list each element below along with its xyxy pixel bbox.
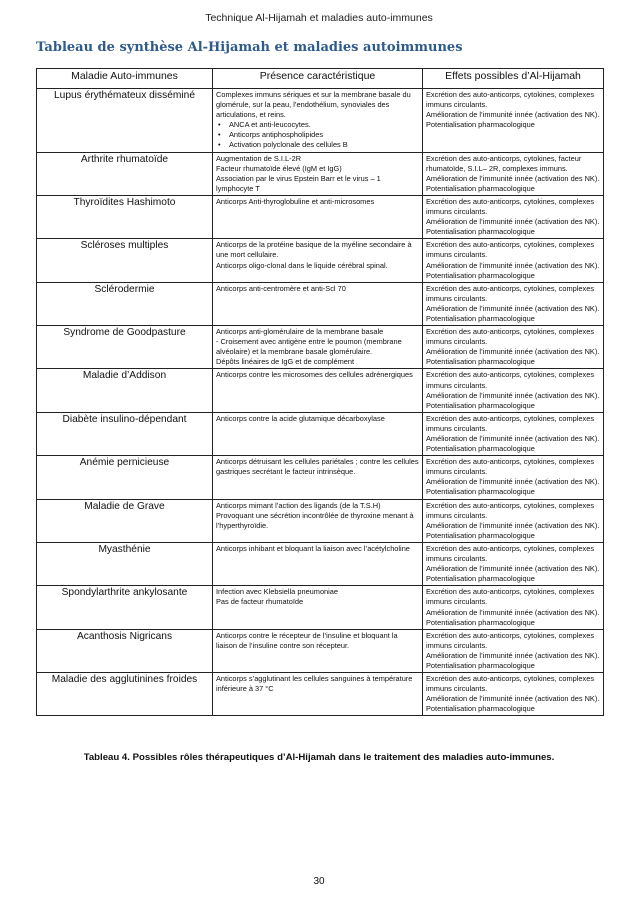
effects-line: Amélioration de l’immunité innée (activation des NK). Potentialisation pharmacologique <box>426 694 600 714</box>
effects-cell <box>423 499 604 542</box>
disease-cell: Syndrome de Goodpasture <box>37 326 213 369</box>
table-row <box>37 326 604 369</box>
effects-cell <box>423 629 604 672</box>
effects-line: Amélioration de l’immunité innée (activation des NK). Potentialisation pharmacologique <box>426 390 600 410</box>
effects-cell <box>423 152 604 195</box>
effects-cell <box>423 542 604 585</box>
effects-line: Amélioration de l’immunité innée (activation des NK). <box>426 173 600 183</box>
presence-cell <box>213 629 423 672</box>
presence-bullet-item: • Anticorps antiphospholipides <box>216 130 419 140</box>
effects-line: Amélioration de l’immunité innée (activation des NK). Potentialisation pharmacologique <box>426 477 600 497</box>
synthesis-table <box>36 68 604 716</box>
disease-cell: Arthrite rhumatoïde <box>37 152 213 195</box>
presence-line: Anticorps anti-glomérulaire de la membrane basale <box>216 327 384 337</box>
effects-line: Excrétion des auto-anticorps, cytokines, facteur rhumatoïde, S.I.L– 2R, complexes immuns. <box>426 153 582 173</box>
table-header-row <box>37 69 604 89</box>
disease-cell: Maladie des agglutinines froides <box>37 673 213 716</box>
effects-line: Excrétion des auto-anticorps, cytokines, complexes immuns circulants. <box>426 413 595 433</box>
table-row <box>37 456 604 499</box>
presence-cell <box>213 542 423 585</box>
effects-cell <box>423 89 604 153</box>
effects-line: Excrétion des auto-anticorps, cytokines, complexes immuns circulants. <box>426 543 595 564</box>
table-row <box>37 152 604 195</box>
table-row <box>37 499 604 542</box>
presence-line: Anticorps inhibant et bloquant la liaison avec l’acétylcholine <box>216 543 410 553</box>
presence-line: Anticorps contre les microsomes des cellules adrénergiques <box>216 370 413 380</box>
effects-line: Potentialisation pharmacologique <box>426 183 535 193</box>
effects-line: Amélioration de l’immunité innée (activation des NK). Potentialisation pharmacologique <box>426 650 600 670</box>
presence-cell <box>213 89 423 153</box>
presence-line: Anticorps contre le récepteur de l’insuline et bloquant la liaison de l’insuline contre son récepteur. <box>216 630 398 650</box>
effects-line: Amélioration de l’immunité innée (activation des NK). Potentialisation pharmacologique <box>426 607 600 627</box>
presence-bullet-item: • Activation polyclonale des cellules B <box>216 140 419 150</box>
disease-cell: Maladie d’Addison <box>37 369 213 412</box>
presence-cell <box>213 456 423 499</box>
disease-cell: Spondylarthrite ankylosante <box>37 586 213 629</box>
disease-cell: Thyroïdites Hashimoto <box>37 195 213 238</box>
presence-bullet-item: • ANCA et anti-leucocytes. <box>216 120 419 130</box>
presence-line: Association par le virus Epstein Barr et le virus – 1 lymphocyte T <box>216 173 381 193</box>
effects-line: Excrétion des auto-anticorps, cytokines, complexes immuns circulants. <box>426 370 595 390</box>
effects-line: Excrétion des auto-anticorps, cytokines, complexes immuns circulants. <box>426 500 595 520</box>
table-row <box>37 629 604 672</box>
presence-line: Facteur rhumatoïde élevé (IgM et IgG) <box>216 163 342 173</box>
effects-cell <box>423 195 604 238</box>
effects-cell <box>423 673 604 716</box>
effects-line: Amélioration de l’immunité innée (activation des NK). Potentialisation pharmacologique <box>426 217 600 237</box>
disease-cell: Maladie de Grave <box>37 499 213 542</box>
presence-line: Anticorps de la protéine basique de la myéline secondaire à une mort cellulaire. <box>216 240 412 260</box>
effects-line: Amélioration de l’immunité innée (activation des NK). <box>426 110 600 120</box>
table-row <box>37 239 604 282</box>
disease-cell: Myasthénie <box>37 542 213 585</box>
effects-line: Excrétion des auto-anticorps, cytokines, complexes immuns circulants. <box>426 196 595 217</box>
presence-cell <box>213 673 423 716</box>
effects-line: Amélioration de l’immunité innée (activation des NK). Potentialisation pharmacologique <box>426 564 600 584</box>
presence-cell <box>213 369 423 412</box>
effects-cell <box>423 282 604 325</box>
column-header-presence: Présence caractéristique <box>213 69 423 89</box>
effects-line: Excrétion des auto-anticorps, cytokines, complexes immuns circulants. <box>426 240 595 260</box>
effects-line: Amélioration de l’immunité innée (activation des NK). Potentialisation pharmacologique <box>426 434 600 454</box>
page-number: 30 <box>313 876 325 887</box>
disease-cell: Sclérodermie <box>37 282 213 325</box>
effects-line: Excrétion des auto-anticorps, cytokines, complexes immuns circulants. <box>426 90 595 110</box>
presence-line: Dépôts linéaires de IgG et de complément <box>216 357 355 367</box>
presence-line: Anticorps Anti-thyroglobuline et anti-microsomes <box>216 196 375 206</box>
presence-line: Anticorps contre la acide glutamique décarboxylase <box>216 413 385 423</box>
table-body <box>37 89 604 716</box>
presence-cell <box>213 195 423 238</box>
disease-cell: Scléroses multiples <box>37 239 213 282</box>
presence-line: Infection avec Klebsiella pneumoniae <box>216 587 339 597</box>
running-header: Technique Al-Hijamah et maladies auto-immunes <box>205 12 433 24</box>
effects-line: Amélioration de l’immunité innée (activation des NK). Potentialisation pharmacologique <box>426 260 600 280</box>
presence-line: Anticorps détruisant les cellules pariétales ; contre les cellules gastriques secrétant le facteur intrinsèque. <box>216 457 419 477</box>
table-caption: Tableau 4. Possibles rôles thérapeutiques d’Al-Hijamah dans le traitement des maladies auto-immunes. <box>83 752 555 763</box>
table-row <box>37 412 604 455</box>
effects-cell <box>423 412 604 455</box>
effects-line: Potentialisation pharmacologique <box>426 120 535 130</box>
effects-line: Amélioration de l’immunité innée (activation des NK). Potentialisation pharmacologique <box>426 347 600 367</box>
presence-line: Anticorps oligo-clonal dans le liquide cérébral spinal. <box>216 260 388 270</box>
presence-line: Provoquant une sécrétion incontrôlée de thyroxine menant à l’hyperthyroïdie. <box>216 510 414 530</box>
effects-line: Excrétion des auto-anticorps, cytokines, complexes immuns circulants. <box>426 630 595 650</box>
table-row <box>37 89 604 153</box>
column-header-disease: Maladie Auto-immunes <box>37 69 213 89</box>
presence-line: Augmentation de S.I.L-2R <box>216 153 302 163</box>
presence-cell <box>213 326 423 369</box>
presence-line: Pas de facteur rhumatoïde <box>216 597 304 607</box>
disease-cell: Acanthosis Nigricans <box>37 629 213 672</box>
presence-cell <box>213 412 423 455</box>
effects-line: Excrétion des auto-anticorps, cytokines, complexes immuns circulants. <box>426 283 595 303</box>
presence-cell <box>213 499 423 542</box>
presence-line: Anticorps anti-centromère et anti-Scl 70 <box>216 283 346 293</box>
column-header-effects: Effets possibles d’Al-Hijamah <box>423 69 604 89</box>
table-header <box>37 69 604 89</box>
presence-line: Complexes immuns sériques et sur la membrane basale du glomérule, sur la peau, l’endothélium, synoviales des articulations, et reins. <box>216 90 411 120</box>
presence-cell <box>213 282 423 325</box>
presence-line: Anticorps mimant l’action des ligands (de la T.S.H) <box>216 500 381 510</box>
presence-line: Anticorps s’agglutinant les cellules sanguines à température inférieure à 37 °C <box>216 674 413 694</box>
effects-line: Amélioration de l’immunité innée (activation des NK). Potentialisation pharmacologique <box>426 303 600 323</box>
disease-cell: Diabète insulino-dépendant <box>37 412 213 455</box>
table-row <box>37 369 604 412</box>
presence-cell <box>213 239 423 282</box>
effects-line: Amélioration de l’immunité innée (activation des NK). Potentialisation pharmacologique <box>426 520 600 540</box>
table-row <box>37 282 604 325</box>
table-row <box>37 195 604 238</box>
page-title: Tableau de synthèse Al-Hijamah et maladies autoimmunes <box>36 40 463 55</box>
table-row <box>37 542 604 585</box>
effects-line: Excrétion des auto-anticorps, cytokines, complexes immuns circulants. <box>426 457 595 477</box>
effects-cell <box>423 239 604 282</box>
presence-line: - Croisement avec antigène entre le poumon (membrane alvéolaire) et la membrane basale glomérulaire. <box>216 337 402 357</box>
disease-cell: Anémie pernicieuse <box>37 456 213 499</box>
disease-cell: Lupus érythémateux disséminé <box>37 89 213 153</box>
effects-line: Excrétion des auto-anticorps, cytokines, complexes immuns circulants. <box>426 674 595 694</box>
effects-cell <box>423 586 604 629</box>
effects-line: Excrétion des auto-anticorps, cytokines, complexes immuns circulants. <box>426 587 595 607</box>
presence-cell <box>213 586 423 629</box>
effects-cell <box>423 326 604 369</box>
effects-cell <box>423 369 604 412</box>
table-row <box>37 586 604 629</box>
effects-cell <box>423 456 604 499</box>
presence-cell <box>213 152 423 195</box>
effects-line: Excrétion des auto-anticorps, cytokines, complexes immuns circulants. <box>426 327 595 347</box>
table-row <box>37 673 604 716</box>
